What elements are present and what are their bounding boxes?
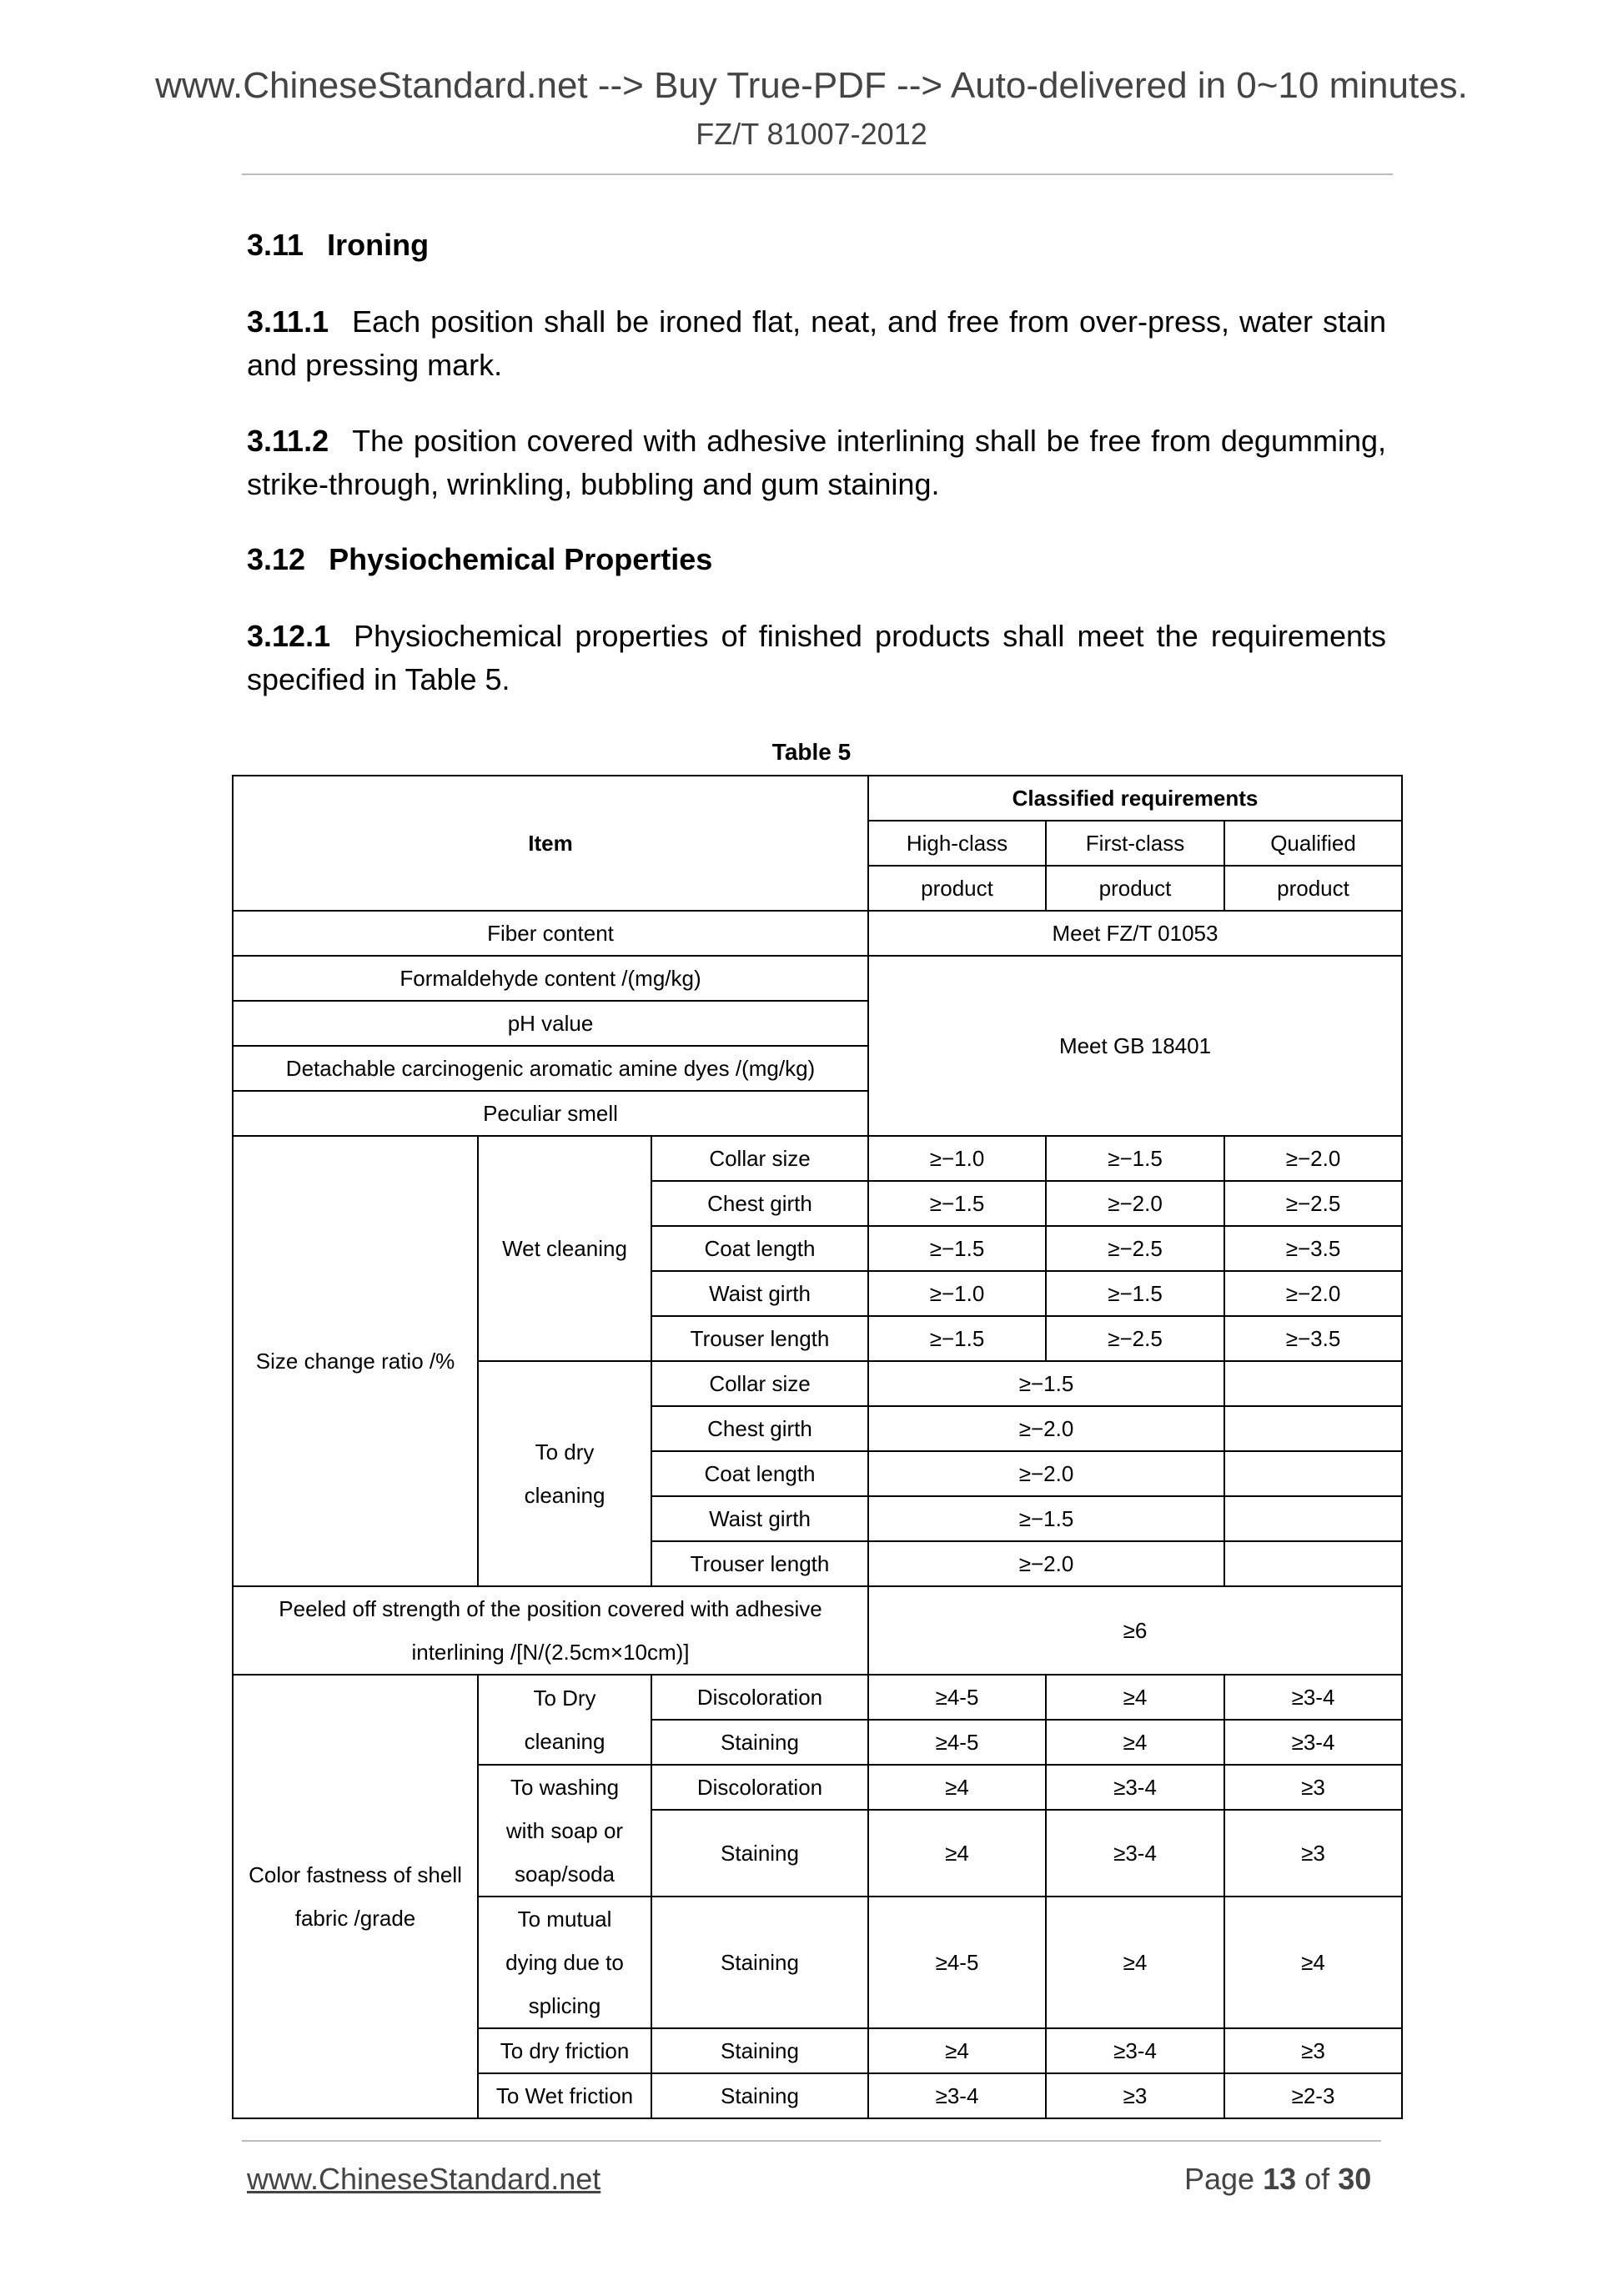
header-classified: Classified requirements [868,776,1402,821]
value-high: ≥4 [868,2028,1046,2073]
table-row [233,1675,1402,1720]
value-high: ≥4-5 [868,1897,1046,2028]
part-label: Coat length [651,1226,868,1271]
smell-label: Peculiar smell [233,1091,868,1136]
kind-label: Staining [651,1810,868,1897]
header-item: Item [233,776,868,911]
amine-label: Detachable carcinogenic aromatic amine dyes /(mg/kg) [233,1046,868,1091]
value-first: ≥−2.5 [1046,1316,1224,1361]
part-label: Waist girth [651,1271,868,1316]
table-row [233,956,1402,1001]
value-high-first: ≥−1.5 [868,1361,1224,1406]
table-row [233,911,1402,956]
value-high-first: ≥−1.5 [868,1496,1224,1541]
value-first: ≥3 [1046,2073,1224,2118]
page-indicator: Page 13 of 30 [1184,2162,1372,2196]
wet-cleaning-label: Wet cleaning [478,1136,651,1361]
value-high: ≥4 [868,1810,1046,1897]
value-qualified: ≥−2.0 [1224,1271,1402,1316]
value-qualified: ≥3-4 [1224,1720,1402,1765]
kind-label: Staining [651,2028,868,2073]
value-qualified-empty [1224,1496,1402,1541]
part-label: Trouser length [651,1316,868,1361]
value-high: ≥−1.5 [868,1316,1046,1361]
value-qualified: ≥−3.5 [1224,1316,1402,1361]
value-qualified: ≥3 [1224,1810,1402,1897]
peel-strength-value: ≥6 [868,1586,1402,1675]
value-qualified: ≥2-3 [1224,2073,1402,2118]
header-first-class-product: product [1046,866,1224,911]
section-3-11-heading: 3.11 Ironing [247,228,430,262]
part-label: Collar size [651,1136,868,1181]
part-label: Collar size [651,1361,868,1406]
value-high: ≥−1.0 [868,1136,1046,1181]
header-high-class-product: product [868,866,1046,911]
footer-divider [242,2140,1381,2142]
formaldehyde-label: Formaldehyde content /(mg/kg) [233,956,868,1001]
value-high: ≥4-5 [868,1720,1046,1765]
value-first: ≥4 [1046,1897,1224,2028]
header-high-class: High-class [868,821,1046,866]
kind-label: Discoloration [651,1675,868,1720]
value-qualified: ≥3 [1224,1765,1402,1810]
value-high-first: ≥−2.0 [868,1541,1224,1586]
value-high: ≥−1.0 [868,1271,1046,1316]
fiber-content-label: Fiber content [233,911,868,956]
peel-strength-label: Peeled off strength of the position covered with adhesive interlining /[N/(2.5cm×10cm)] [233,1586,868,1675]
table-row [233,1586,1402,1675]
part-label: Chest girth [651,1406,868,1451]
kind-label: Staining [651,2073,868,2118]
value-first: ≥−2.5 [1046,1226,1224,1271]
washing-fastness-label: To washing with soap or soap/soda [478,1765,651,1897]
value-qualified-empty [1224,1451,1402,1496]
table-header-row [233,776,1402,821]
value-qualified: ≥−2.0 [1224,1136,1402,1181]
color-fastness-label: Color fastness of shell fabric /grade [233,1675,478,2118]
value-qualified: ≥4 [1224,1897,1402,2028]
value-high: ≥−1.5 [868,1181,1046,1226]
value-high: ≥4 [868,1765,1046,1810]
value-qualified-empty [1224,1361,1402,1406]
value-first: ≥4 [1046,1720,1224,1765]
ph-label: pH value [233,1001,868,1046]
part-label: Coat length [651,1451,868,1496]
value-first: ≥−1.5 [1046,1271,1224,1316]
table-row [233,1136,1402,1181]
gb-18401-value: Meet GB 18401 [868,956,1402,1136]
kind-label: Staining [651,1897,868,2028]
kind-label: Discoloration [651,1765,868,1810]
kind-label: Staining [651,1720,868,1765]
standard-number: FZ/T 81007-2012 [696,117,927,151]
header-qualified-product: product [1224,866,1402,911]
table-5 [232,775,1403,2119]
value-qualified: ≥3-4 [1224,1675,1402,1720]
clause-3-11-1: 3.11.1 Each position shall be ironed flat, neat, and free from over-press, water stain and pressing mark. [247,304,1386,382]
value-first: ≥3-4 [1046,1810,1224,1897]
clause-3-12-1: 3.12.1 Physiochemical properties of finished products shall meet the requirements specified in Table 5. [247,619,1386,696]
size-change-label: Size change ratio /% [233,1136,478,1586]
part-label: Waist girth [651,1496,868,1541]
part-label: Trouser length [651,1541,868,1586]
value-high: ≥4-5 [868,1675,1046,1720]
section-3-12-heading: 3.12 Physiochemical Properties [247,542,713,576]
value-high: ≥−1.5 [868,1226,1046,1271]
header-first-class: First-class [1046,821,1224,866]
wet-friction-label: To Wet friction [478,2073,651,2118]
value-qualified: ≥3 [1224,2028,1402,2073]
dry-cleaning-label: To dry cleaning [478,1361,651,1586]
header-qualified: Qualified [1224,821,1402,866]
value-first: ≥4 [1046,1675,1224,1720]
part-label: Chest girth [651,1181,868,1226]
value-qualified-empty [1224,1541,1402,1586]
value-high: ≥3-4 [868,2073,1046,2118]
value-high-first: ≥−2.0 [868,1451,1224,1496]
header-title: www.ChineseStandard.net --> Buy True-PDF --> Auto-delivered in 0~10 minutes. [155,65,1468,106]
value-first: ≥−2.0 [1046,1181,1224,1226]
fiber-content-value: Meet FZ/T 01053 [868,911,1402,956]
value-qualified: ≥−3.5 [1224,1226,1402,1271]
value-first: ≥−1.5 [1046,1136,1224,1181]
value-qualified-empty [1224,1406,1402,1451]
mutual-dying-label: To mutual dying due to splicing [478,1897,651,2028]
value-qualified: ≥−2.5 [1224,1181,1402,1226]
clause-3-11-2: 3.11.2 The position covered with adhesive interlining shall be free from degumming, strike-through, wrinkling, bubbling and gum staining. [247,424,1386,501]
dry-friction-label: To dry friction [478,2028,651,2073]
dry-cleaning-fastness-label: To Dry cleaning [478,1675,651,1765]
footer-site-link[interactable]: www.ChineseStandard.net [247,2162,601,2196]
value-first: ≥3-4 [1046,2028,1224,2073]
header-divider [242,173,1393,175]
table-caption: Table 5 [771,739,852,765]
value-first: ≥3-4 [1046,1765,1224,1810]
value-high-first: ≥−2.0 [868,1406,1224,1451]
